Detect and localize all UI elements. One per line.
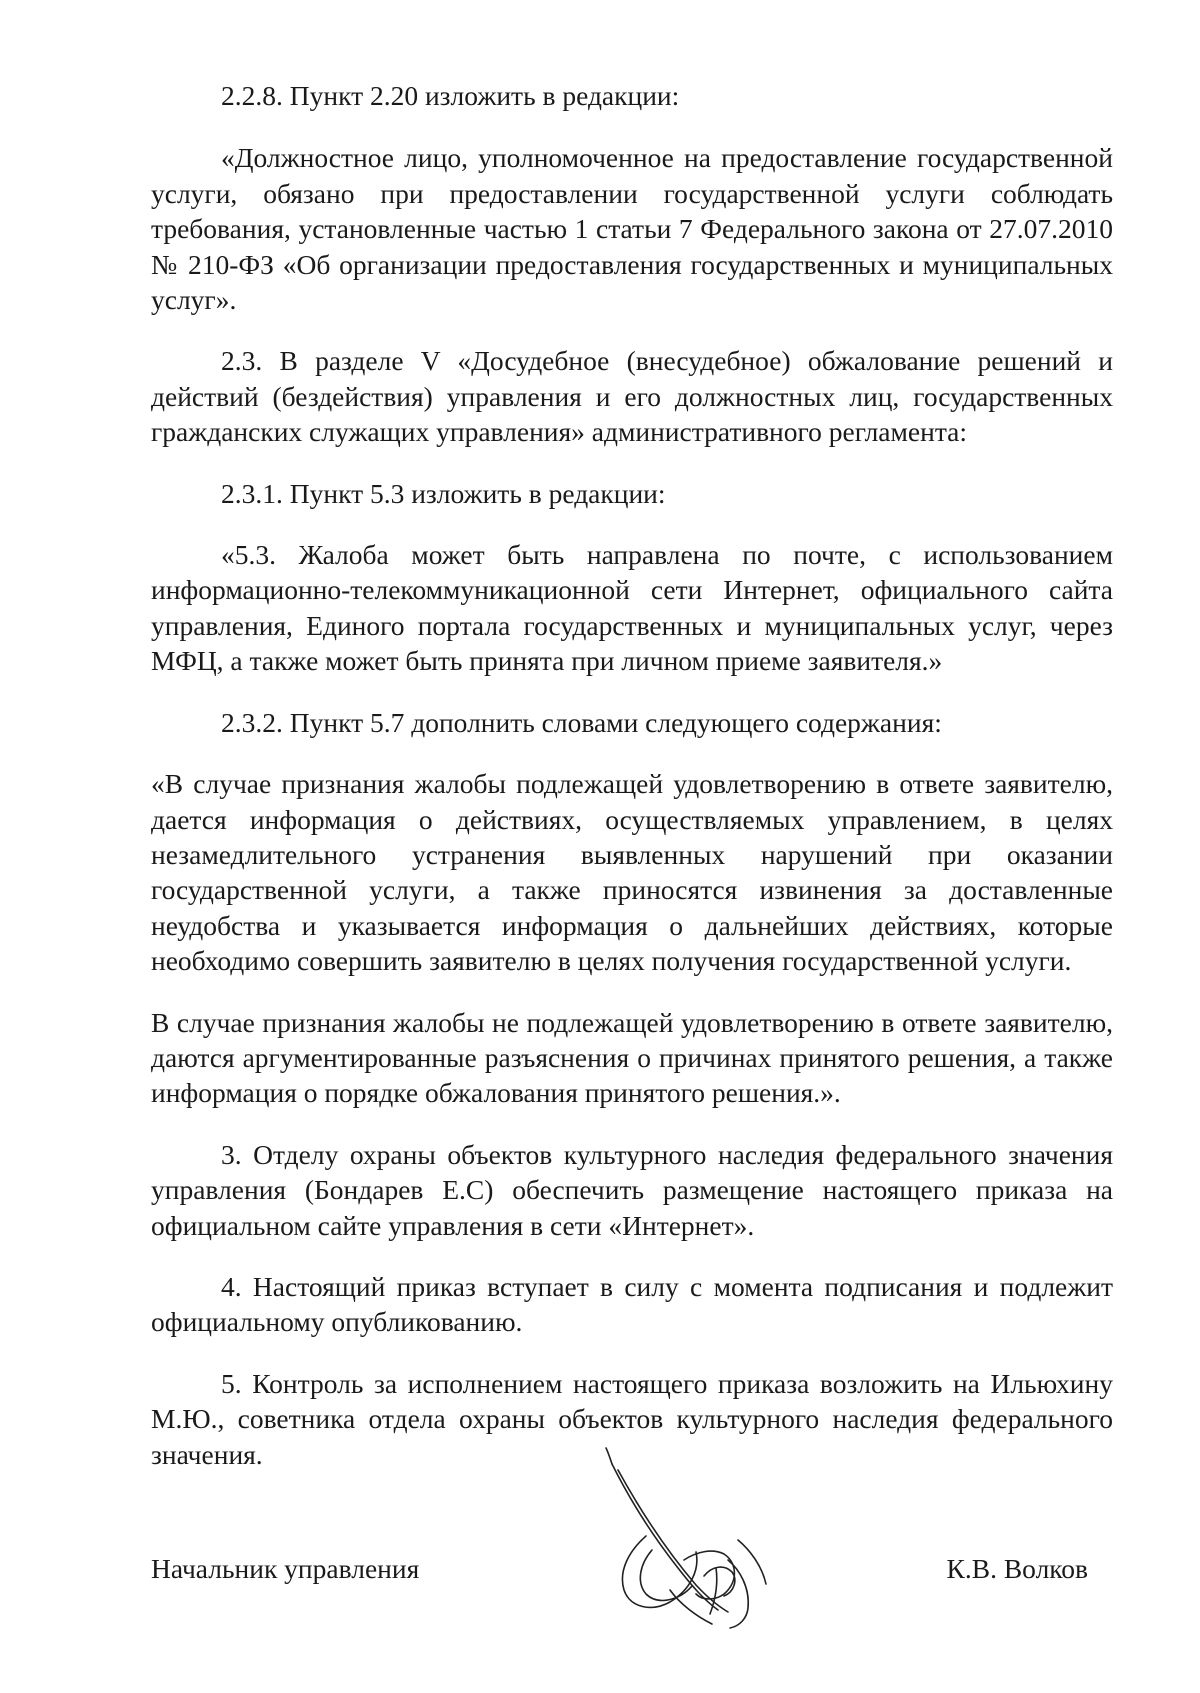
paragraph-2-2-8: 2.2.8. Пункт 2.20 изложить в редакции: <box>221 80 680 111</box>
paragraph-5-7-quote-part1: «В случае признания жалобы подлежащей удовлетворению в ответе заявителю, дается информация о действиях, осуществляемых управлением, в целях незамедлительного устранения выявленных нарушений при оказании государственной услуги, а также приносятся извинения за доставленные неудобства и указывается информация о дальнейших действиях, которые необходимо совершить заявителю в целях получения государственной услуги. <box>151 768 1113 977</box>
handwritten-signature <box>600 1440 780 1635</box>
paragraph-2-3-1: 2.3.1. Пункт 5.3 изложить в редакции: <box>221 477 666 509</box>
paragraph-4: 4. Настоящий приказ вступает в силу с момента подписания и подлежит официальному опубликованию. <box>151 1270 1113 1338</box>
paragraph-2-3-2: 2.3.2. Пункт 5.7 дополнить словами следующего содержания: <box>221 706 942 738</box>
signatory-name: К.В. Волков <box>946 1553 1088 1584</box>
signatory-title: Начальник управления <box>151 1553 420 1584</box>
paragraph-5-3-quote: «5.3. Жалоба может быть направлена по почте, с использованием информационно-телекоммуникационной сети Интернет, официального сайта управления, Единого портала государственных и муниципальных услуг, через МФЦ, а также может быть принята при личном приеме заявителя.» <box>151 539 1113 677</box>
paragraph-3: 3. Отделу охраны объектов культурного наследия федерального значения управления (Бондарев Е.С) обеспечить размещение настоящего приказа на официальном сайте управления в сети «Интернет». <box>151 1138 1113 1241</box>
paragraph-5-7-quote-part2: В случае признания жалобы не подлежащей удовлетворению в ответе заявителю, даются аргументированные разъяснения о причинах принятого решения, а также информация о порядке обжалования принятого решения.». <box>151 1006 1113 1109</box>
paragraph-5: 5. Контроль за исполнением настоящего приказа возложить на Ильюхину М.Ю., советника отдела охраны объектов культурного наследия федерального значения. <box>151 1367 1113 1470</box>
paragraph-2-3: 2.3. В разделе V «Досудебное (внесудебное) обжалование решений и действий (бездействия) управления и его должностных лиц, государственных гражданских служащих управления» административного регламента: <box>151 345 1113 448</box>
paragraph-2-20-quote: «Должностное лицо, уполномоченное на предоставление государственной услуги, обязано при предоставлении государственной услуги соблюдать требования, установленные частью 1 статьи 7 Федерального закона от 27.07.2010 № 210-ФЗ «Об организации предоставления государственных и муниципальных услуг». <box>151 142 1113 316</box>
document-body <box>151 78 1113 1472</box>
